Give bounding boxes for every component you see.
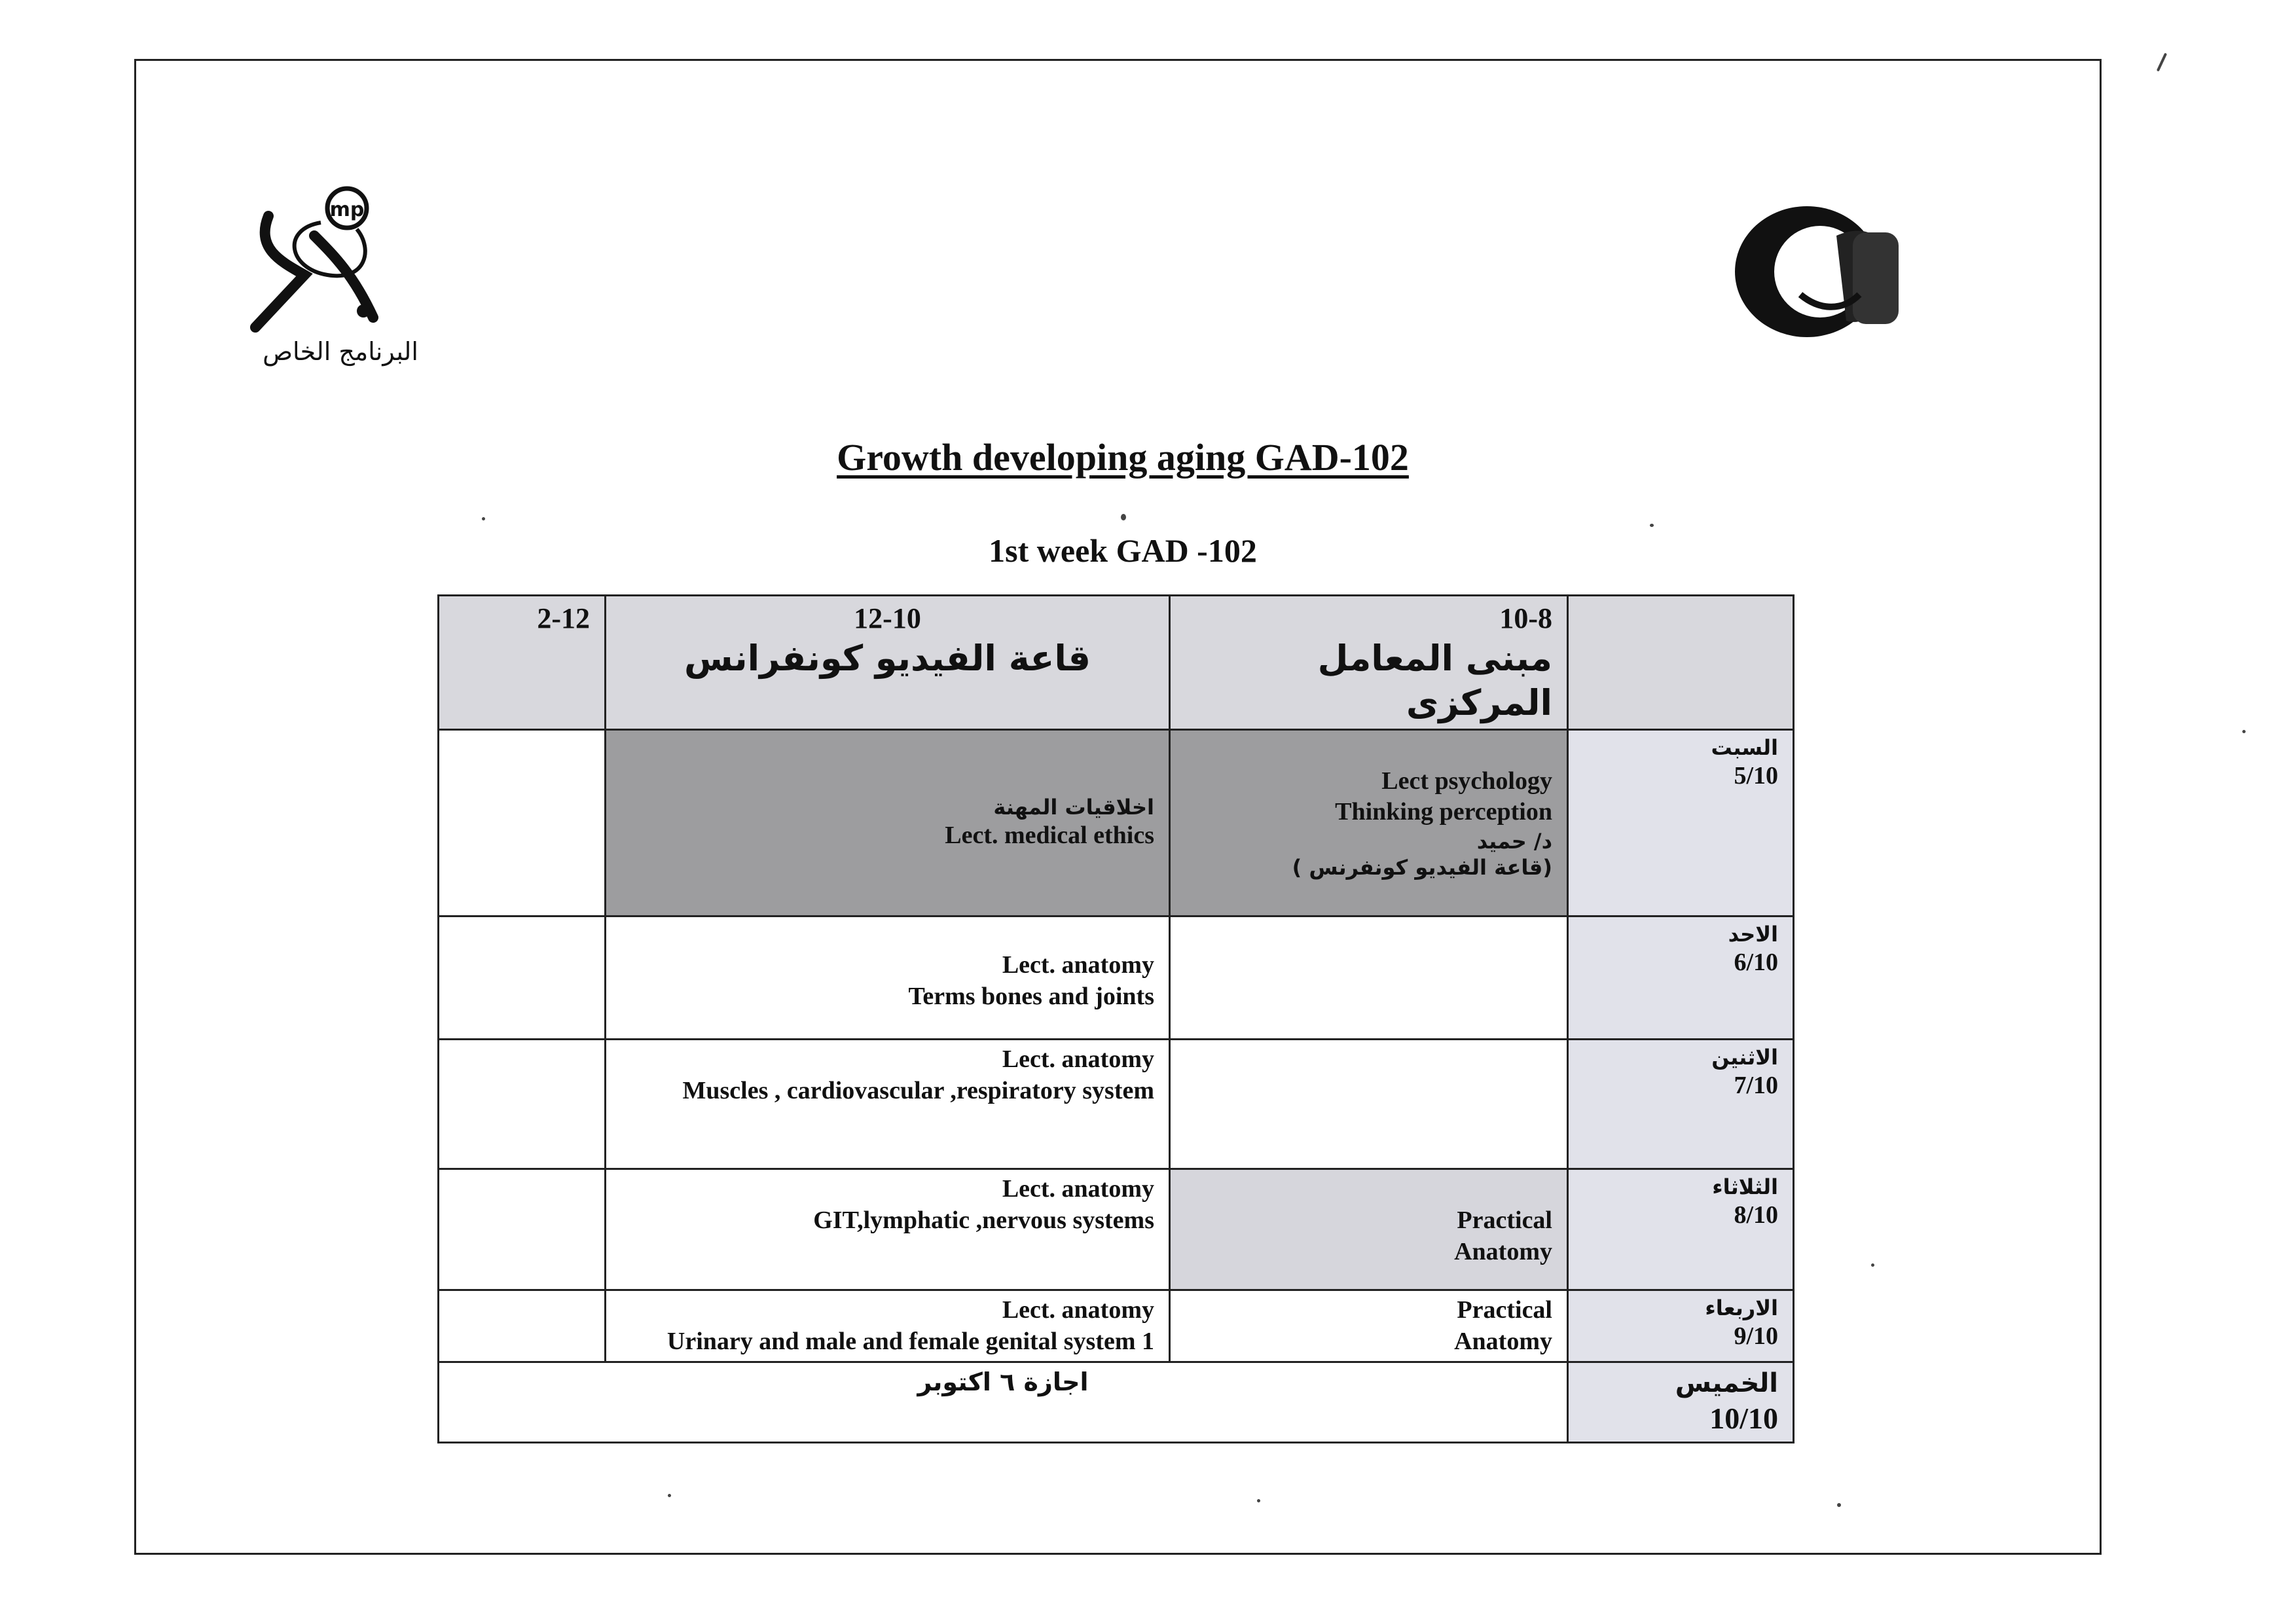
header-time: 12-10: [854, 602, 921, 634]
day-date: 10/10: [1709, 1402, 1778, 1435]
scan-speck: [1871, 1263, 1874, 1267]
stethoscope-figure-icon: [242, 177, 412, 340]
header-room: مبنى المعامل المركزى: [1317, 638, 1552, 723]
cell-slot-12-10: [606, 1169, 1170, 1290]
cell-slot-2-12: [439, 916, 606, 1040]
cell-line: Anatomy: [1454, 1327, 1552, 1355]
table-row-holiday: [439, 1362, 1794, 1443]
day-name: الاثنين: [1711, 1045, 1778, 1070]
cell-line: (قاعة الفيديو كونفرنس ): [1292, 854, 1552, 880]
cell-slot-12-10: [606, 1040, 1170, 1169]
cell-line: GIT,lymphatic ,nervous systems: [813, 1206, 1154, 1234]
day-date: 9/10: [1734, 1322, 1778, 1350]
cell-line: Lect. medical ethics: [945, 822, 1154, 850]
cell-line: Lect. anatomy: [1002, 951, 1154, 979]
header-room: قاعة الفيديو كونفرانس: [684, 638, 1091, 679]
cell-slot-10-8: [1170, 730, 1568, 916]
cell-line: Lect psychology: [1381, 767, 1552, 795]
cell-day: [1568, 1040, 1794, 1169]
cell-day: [1568, 1290, 1794, 1362]
cell-line: Lect. anatomy: [1002, 1045, 1154, 1073]
scan-speck: [668, 1494, 671, 1497]
cell-slot-12-10: [606, 1290, 1170, 1362]
day-date: 7/10: [1734, 1072, 1778, 1099]
cell-line: د/ حميد: [1476, 828, 1552, 854]
header-row: [439, 596, 1794, 730]
cell-day: [1568, 1169, 1794, 1290]
scan-speck: [482, 517, 485, 520]
scan-speck: [1837, 1503, 1841, 1507]
svg-text:mp: mp: [329, 198, 365, 221]
scan-mark: [2157, 53, 2167, 72]
page-title: Growth developing aging GAD-102: [837, 436, 1409, 479]
holiday-note: اجازة ٦ اكتوبر: [439, 1362, 1568, 1443]
scan-speck: [2242, 730, 2246, 733]
schedule-table: [437, 594, 1795, 1443]
header-slot-10-8: [1170, 596, 1568, 730]
cell-line: Muscles , cardiovascular ,respiratory system: [682, 1076, 1154, 1104]
cell-line: Urinary and male and female genital system 1: [666, 1327, 1154, 1355]
header-day-column: [1568, 596, 1794, 730]
table-row: [439, 730, 1794, 916]
day-name: الاحد: [1728, 922, 1778, 947]
day-date: 5/10: [1734, 762, 1778, 789]
cell-day: [1568, 730, 1794, 916]
cell-slot-10-8: [1170, 916, 1568, 1040]
table-row: [439, 1169, 1794, 1290]
page-subtitle: 1st week GAD -102: [989, 532, 1257, 569]
cell-line: Lect. anatomy: [1002, 1175, 1154, 1203]
cell-slot-12-10: [606, 730, 1170, 916]
table-row: [439, 1040, 1794, 1169]
day-date: 6/10: [1734, 949, 1778, 976]
header-time: 10-8: [1499, 602, 1552, 634]
cell-line: Practical: [1457, 1296, 1552, 1324]
cell-line: Terms bones and joints: [908, 982, 1154, 1010]
day-name: الخميس: [1675, 1368, 1778, 1398]
sohag-university-medicine-logo: [1722, 196, 1918, 347]
cell-line: اخلاقيات المهنة: [993, 795, 1154, 820]
cell-slot-10-8: [1170, 1290, 1568, 1362]
scan-speck: [1121, 514, 1126, 520]
cell-line: Lect. anatomy: [1002, 1296, 1154, 1324]
university-seal-icon: [1722, 196, 1918, 347]
cell-slot-10-8: [1170, 1169, 1568, 1290]
special-program-caption: البرنامج الخاص: [263, 337, 418, 366]
cell-day: [1568, 916, 1794, 1040]
special-program-logo: [242, 177, 439, 373]
cell-line: Anatomy: [1454, 1237, 1552, 1265]
scan-speck: [1257, 1499, 1260, 1502]
scan-speck: [1650, 524, 1654, 527]
table-row: [439, 1290, 1794, 1362]
day-name: السبت: [1711, 735, 1778, 760]
header-time: 2-12: [537, 602, 590, 634]
cell-slot-2-12: [439, 1290, 606, 1362]
day-name: الثلاثاء: [1712, 1174, 1778, 1199]
cell-slot-12-10: [606, 916, 1170, 1040]
cell-slot-10-8: [1170, 1040, 1568, 1169]
cell-slot-2-12: [439, 730, 606, 916]
day-name: الاربعاء: [1705, 1296, 1778, 1320]
cell-slot-2-12: [439, 1169, 606, 1290]
table-row: [439, 916, 1794, 1040]
header-slot-12-10: [606, 596, 1170, 730]
cell-line: Practical: [1457, 1207, 1552, 1234]
day-date: 8/10: [1734, 1201, 1778, 1229]
cell-slot-2-12: [439, 1040, 606, 1169]
cell-day: [1568, 1362, 1794, 1443]
cell-line: Thinking perception: [1335, 798, 1552, 826]
header-slot-2-12: [439, 596, 606, 730]
